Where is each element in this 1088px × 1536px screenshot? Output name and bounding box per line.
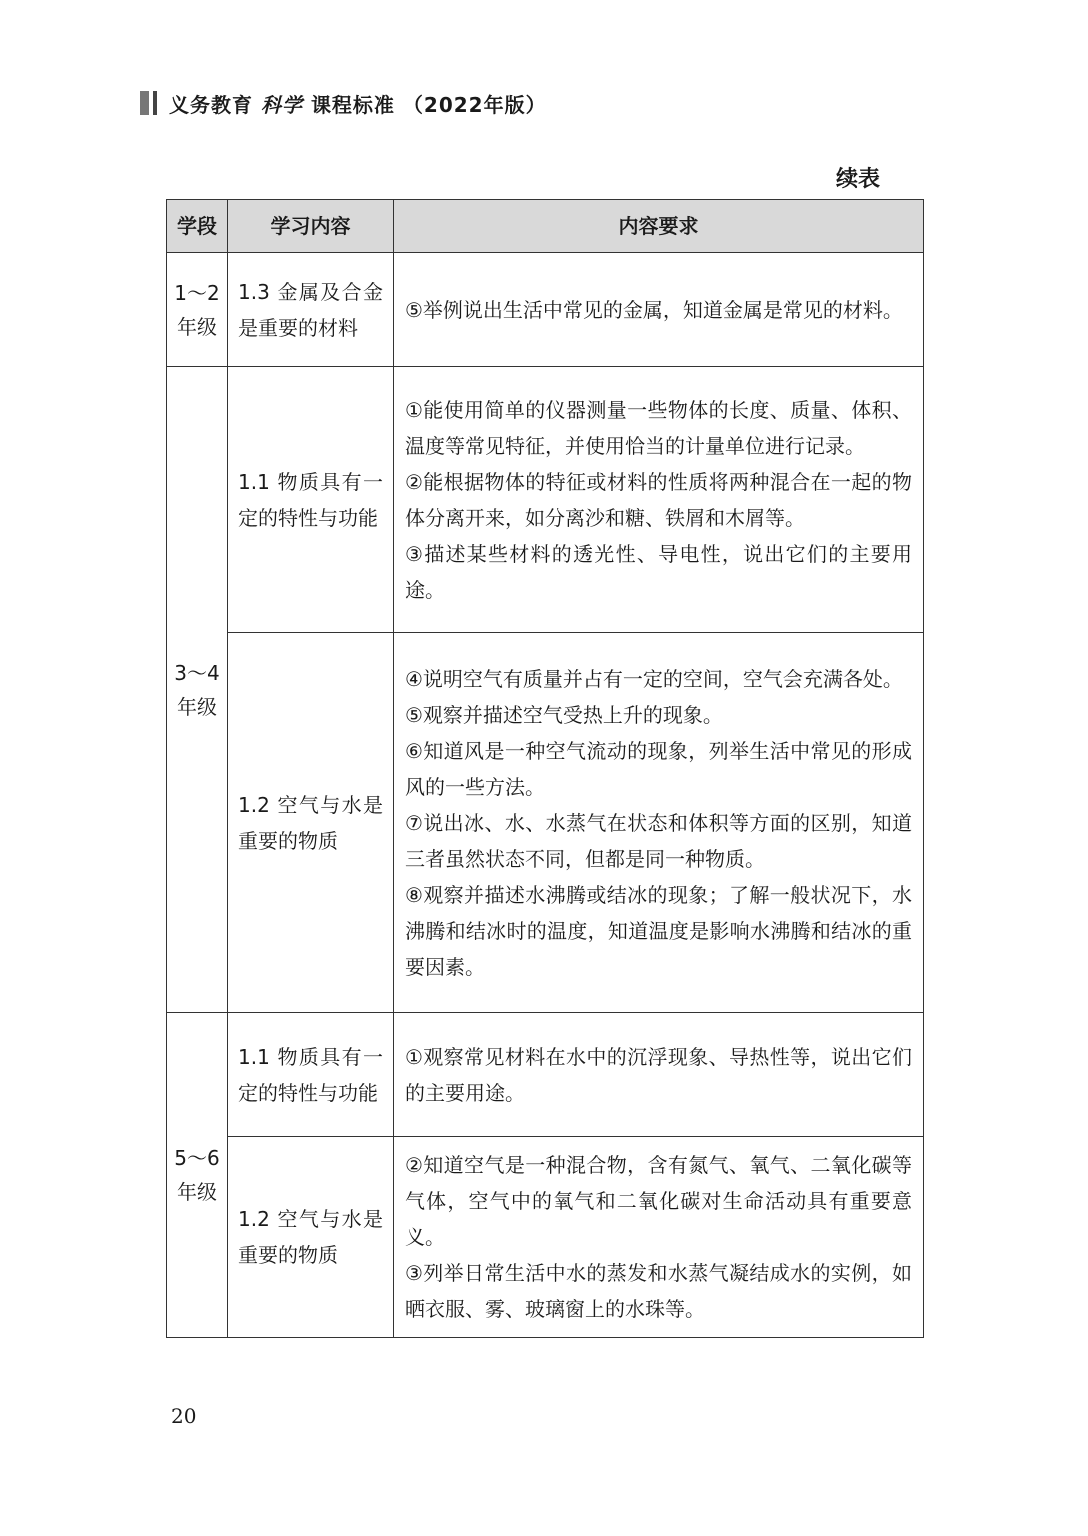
requirement-item: ②能根据物体的特征或材料的性质将两种混合在一起的物体分离开来，如分离沙和糖、铁屑和木屑等。 bbox=[405, 469, 912, 530]
stage-grade: 年级 bbox=[177, 314, 217, 339]
requirement-item: ①观察常见材料在水中的沉浮现象、导热性等，说出它们的主要用途。 bbox=[405, 1044, 912, 1105]
topic-cell bbox=[228, 367, 394, 633]
header-content: 学习内容 bbox=[228, 200, 394, 253]
header-part2: 科学 bbox=[260, 92, 303, 117]
continued-label: 续表 bbox=[836, 167, 881, 192]
requirement-item: ⑥知道风是一种空气流动的现象，列举生活中常见的形成风的一些方法。 bbox=[405, 738, 912, 799]
page-number: 20 bbox=[171, 1404, 197, 1428]
stage-grade: 年级 bbox=[177, 1180, 217, 1204]
header-part3: 课程标准 bbox=[310, 92, 395, 117]
requirement-item: ⑤举例说出生活中常见的金属，知道金属是常见的材料。 bbox=[405, 297, 903, 322]
table-row bbox=[167, 1013, 924, 1137]
requirement-item: ③列举日常生活中水的蒸发和水蒸气凝结成水的实例，如晒衣服、雾、玻璃窗上的水珠等。 bbox=[405, 1261, 912, 1321]
topic-cell bbox=[228, 1013, 394, 1137]
header-requirements: 内容要求 bbox=[394, 200, 924, 253]
requirement-item: ⑦说出冰、水、水蒸气在状态和体积等方面的区别，知道三者虽然状态不同，但都是同一种物质。 bbox=[405, 810, 912, 871]
topic-text: 1.1 物质具有一定的特性与功能 bbox=[238, 469, 383, 530]
stage-cell bbox=[167, 367, 228, 1013]
stage-cell bbox=[167, 253, 228, 367]
running-header bbox=[140, 88, 547, 118]
table-row bbox=[167, 1137, 924, 1338]
curriculum-table bbox=[166, 199, 924, 1338]
topic-text: 1.1 物质具有一定的特性与功能 bbox=[238, 1044, 383, 1105]
table-row bbox=[167, 633, 924, 1013]
requirement-item: ④说明空气有质量并占有一定的空间，空气会充满各处。 bbox=[405, 666, 903, 691]
header-title bbox=[169, 89, 547, 118]
stage-grade: 年级 bbox=[177, 694, 217, 719]
requirement-item: ⑧观察并描述水沸腾或结冰的现象；了解一般状况下，水沸腾和结冰时的温度，知道温度是影响水沸腾和结冰的重要因素。 bbox=[405, 882, 912, 979]
requirements-cell bbox=[394, 367, 924, 633]
requirements-cell bbox=[394, 1137, 924, 1338]
header-stage: 学段 bbox=[167, 200, 228, 253]
requirement-item: ②知道空气是一种混合物，含有氮气、氧气、二氧化碳等气体，空气中的氧气和二氧化碳对生命活动具有重要意义。 bbox=[405, 1153, 912, 1249]
header-bars-icon bbox=[140, 91, 161, 115]
table-row bbox=[167, 253, 924, 367]
header-part1: 义务教育 bbox=[169, 92, 253, 117]
requirements-cell bbox=[394, 253, 924, 367]
topic-cell bbox=[228, 1137, 394, 1338]
topic-text: 1.2 空气与水是重要的物质 bbox=[238, 792, 383, 853]
requirement-item: ⑤观察并描述空气受热上升的现象。 bbox=[405, 702, 723, 727]
stage-cell bbox=[167, 1013, 228, 1338]
requirements-cell bbox=[394, 1013, 924, 1137]
requirements-cell bbox=[394, 633, 924, 1013]
stage-num: 1～2 bbox=[174, 280, 220, 305]
header-part4: （2022年版） bbox=[402, 92, 547, 117]
topic-cell bbox=[228, 253, 394, 367]
stage-num: 3～4 bbox=[174, 660, 220, 685]
table-row bbox=[167, 367, 924, 633]
topic-text: 1.3 金属及合金是重要的材料 bbox=[238, 279, 383, 340]
requirement-item: ③描述某些材料的透光性、导电性，说出它们的主要用途。 bbox=[405, 541, 912, 602]
stage-num: 5～6 bbox=[174, 1146, 220, 1170]
table-header-row bbox=[167, 200, 924, 253]
requirement-item: ①能使用简单的仪器测量一些物体的长度、质量、体积、温度等常见特征，并使用恰当的计量单位进行记录。 bbox=[405, 397, 912, 458]
topic-text: 1.2 空气与水是重要的物质 bbox=[238, 1207, 383, 1267]
topic-cell bbox=[228, 633, 394, 1013]
